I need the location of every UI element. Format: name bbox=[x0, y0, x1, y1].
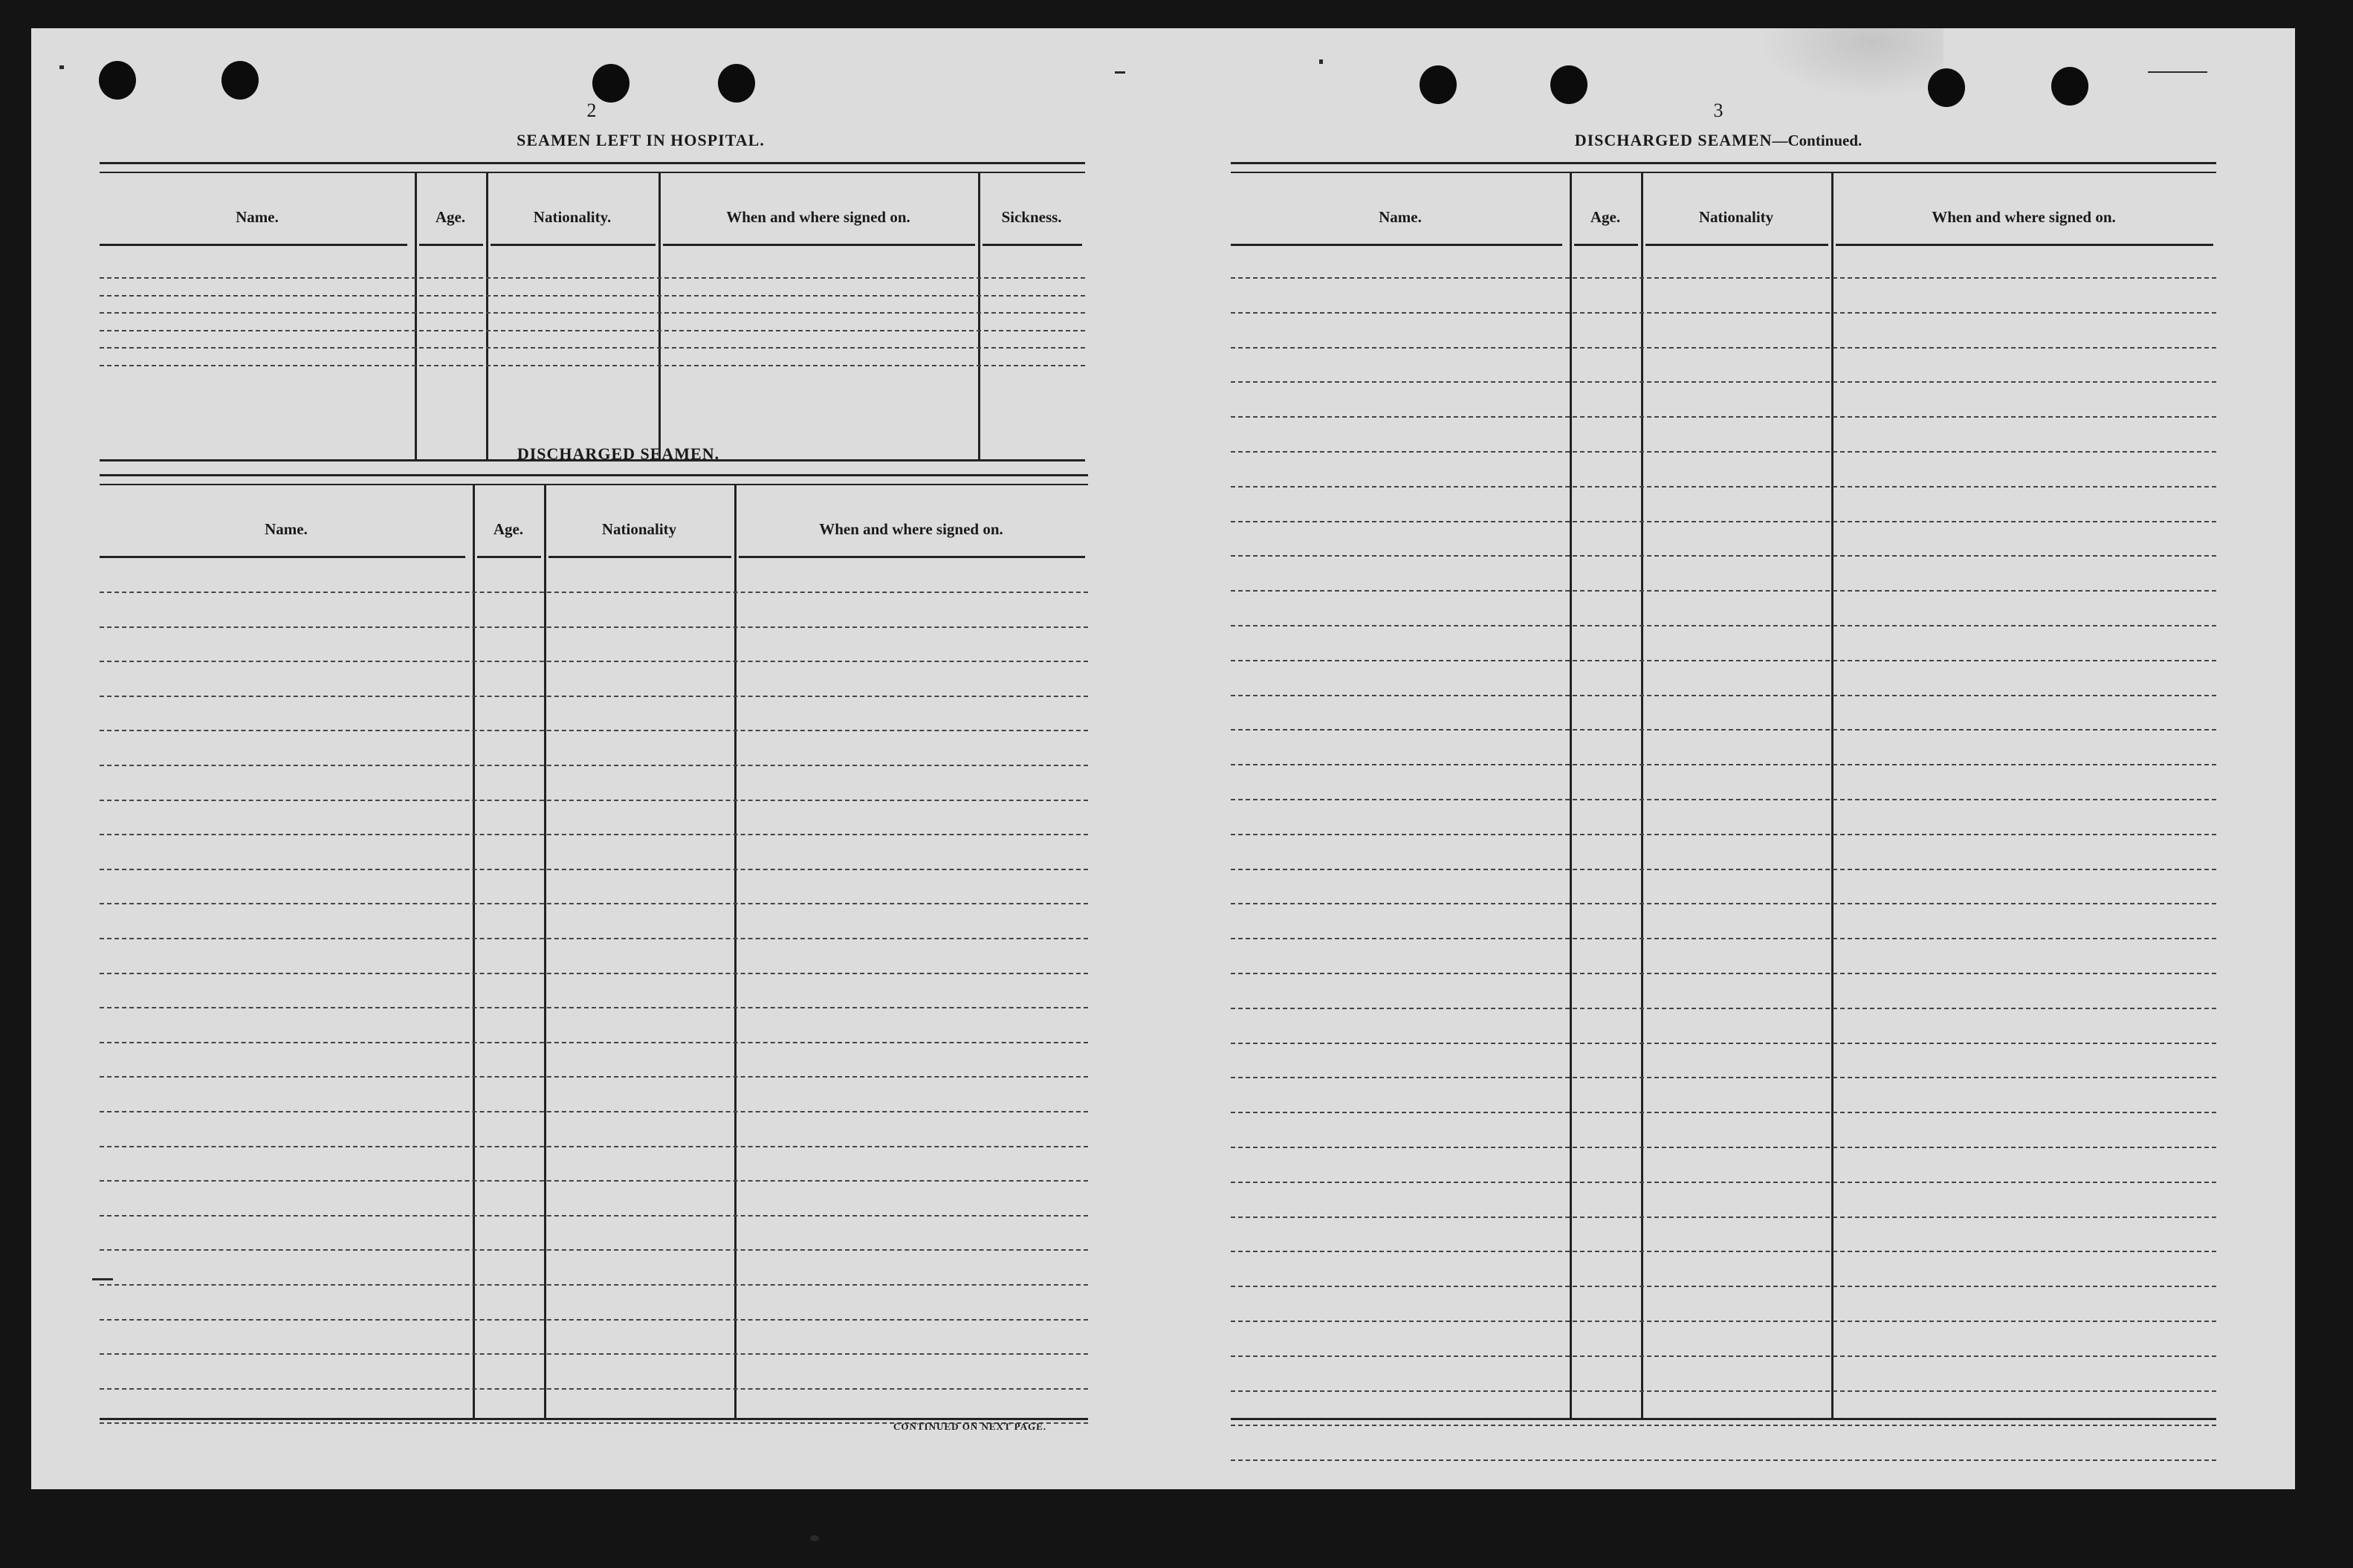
double-rule bbox=[100, 162, 1085, 173]
blank-entry-row bbox=[1231, 625, 2216, 626]
column-divider bbox=[978, 172, 980, 459]
column-header: Name. bbox=[265, 520, 308, 538]
continued-note: CONTINUED ON NEXT PAGE. bbox=[893, 1421, 1046, 1432]
blank-entry-row bbox=[100, 1076, 1088, 1078]
blank-entry-row bbox=[1231, 729, 2216, 730]
blank-entry-row bbox=[1231, 381, 2216, 383]
blank-entry-row bbox=[1231, 695, 2216, 696]
blank-entry-row bbox=[1231, 1147, 2216, 1148]
blank-entry-row bbox=[100, 1353, 1088, 1355]
blank-entry-row bbox=[1231, 660, 2216, 661]
double-rule bbox=[1231, 162, 2216, 173]
column-header: Age. bbox=[493, 520, 524, 538]
column-header: Nationality bbox=[1698, 208, 1774, 226]
header-underline bbox=[1836, 244, 2213, 246]
page-number: 3 bbox=[1713, 100, 1724, 121]
blank-entry-row bbox=[100, 973, 1088, 974]
blank-entry-row bbox=[100, 365, 1085, 366]
column-header: Nationality. bbox=[533, 208, 612, 226]
continued-section-title bbox=[1473, 131, 1964, 150]
header-underline bbox=[548, 556, 731, 558]
column-divider bbox=[486, 172, 488, 459]
continued-title-main: DISCHARGED SEAMEN bbox=[1574, 131, 1773, 149]
blank-entry-row bbox=[1231, 521, 2216, 522]
blank-entry-row bbox=[1231, 1355, 2216, 1357]
continued-table bbox=[1231, 162, 2216, 1418]
blank-entry-row bbox=[100, 1146, 1088, 1147]
discharged-section-title: DISCHARGED SEAMEN. bbox=[517, 444, 720, 463]
column-divider bbox=[544, 485, 546, 1418]
blank-entry-row bbox=[100, 661, 1088, 662]
blank-entry-row bbox=[1231, 1112, 2216, 1113]
blank-entry-row bbox=[100, 1215, 1088, 1217]
blank-entry-row bbox=[100, 1284, 1088, 1286]
blank-entry-row bbox=[1231, 1286, 2216, 1287]
blank-entry-row bbox=[100, 869, 1088, 870]
blank-entry-row bbox=[1231, 1008, 2216, 1009]
blank-entry-row bbox=[100, 1111, 1088, 1112]
column-header: When and where signed on. bbox=[819, 520, 1003, 538]
header-underline bbox=[100, 556, 465, 558]
column-divider bbox=[734, 485, 737, 1418]
blank-entry-row bbox=[100, 277, 1085, 279]
blank-entry-row bbox=[1231, 1077, 2216, 1078]
blank-entry-row bbox=[1231, 277, 2216, 279]
blank-entry-row bbox=[1231, 1321, 2216, 1322]
header-underline bbox=[1231, 244, 1562, 246]
header-underline bbox=[419, 244, 483, 246]
header-underline bbox=[1574, 244, 1638, 246]
column-header: Age. bbox=[435, 208, 466, 226]
header-underline bbox=[663, 244, 975, 246]
blank-entry-row bbox=[100, 1042, 1088, 1043]
header-underline bbox=[491, 244, 656, 246]
column-header: Age. bbox=[1590, 208, 1621, 226]
column-divider bbox=[1641, 172, 1643, 1418]
ink-speck bbox=[810, 1535, 819, 1541]
blank-entry-row bbox=[1231, 555, 2216, 557]
blank-entry-row bbox=[1231, 869, 2216, 870]
header-underline bbox=[1645, 244, 1828, 246]
column-divider bbox=[415, 172, 417, 459]
blank-entry-row bbox=[100, 1319, 1088, 1321]
double-rule bbox=[100, 474, 1088, 485]
blank-entry-row bbox=[1231, 764, 2216, 765]
bottom-rule bbox=[1231, 1418, 2216, 1420]
blank-entry-row bbox=[100, 1007, 1088, 1008]
left-page bbox=[31, 28, 1153, 1489]
blank-entry-row bbox=[1231, 312, 2216, 314]
blank-entry-row bbox=[100, 347, 1085, 349]
hospital-section-title: SEAMEN LEFT IN HOSPITAL. bbox=[517, 131, 765, 149]
blank-entry-row bbox=[100, 626, 1088, 628]
blank-entry-row bbox=[100, 800, 1088, 801]
blank-entry-row bbox=[100, 1249, 1088, 1251]
blank-entry-row bbox=[100, 696, 1088, 697]
blank-entry-row bbox=[1231, 973, 2216, 974]
blank-entry-row bbox=[1231, 416, 2216, 418]
blank-entry-row bbox=[100, 295, 1085, 297]
header-underline bbox=[739, 556, 1085, 558]
blank-entry-row bbox=[1231, 1460, 2216, 1461]
header-underline bbox=[100, 244, 407, 246]
column-divider bbox=[1831, 172, 1833, 1418]
blank-entry-row bbox=[1231, 938, 2216, 939]
blank-entry-row bbox=[1231, 486, 2216, 487]
blank-entry-row bbox=[100, 765, 1088, 766]
column-divider bbox=[1570, 172, 1572, 1418]
blank-entry-row bbox=[100, 312, 1085, 314]
column-header: When and where signed on. bbox=[726, 208, 910, 226]
blank-entry-row bbox=[1231, 1251, 2216, 1252]
column-header: Sickness. bbox=[1001, 208, 1062, 226]
blank-entry-row bbox=[1231, 347, 2216, 349]
blank-entry-row bbox=[100, 592, 1088, 593]
blank-entry-row bbox=[1231, 1217, 2216, 1218]
blank-entry-row bbox=[1231, 834, 2216, 835]
column-header: Nationality bbox=[601, 520, 677, 538]
blank-entry-row bbox=[100, 903, 1088, 904]
hospital-table bbox=[100, 162, 1085, 459]
blank-entry-row bbox=[1231, 799, 2216, 800]
blank-entry-row bbox=[100, 330, 1085, 331]
blank-entry-row bbox=[100, 938, 1088, 939]
blank-entry-row bbox=[1231, 903, 2216, 904]
column-header: Name. bbox=[1379, 208, 1422, 226]
column-header: When and where signed on. bbox=[1932, 208, 2116, 226]
right-page bbox=[1153, 28, 2295, 1489]
blank-entry-row bbox=[100, 834, 1088, 835]
blank-entry-row bbox=[1231, 1390, 2216, 1392]
blank-entry-row bbox=[1231, 1182, 2216, 1183]
column-divider bbox=[658, 172, 661, 459]
page-number: 2 bbox=[586, 100, 597, 121]
header-underline bbox=[477, 556, 541, 558]
header-underline bbox=[983, 244, 1082, 246]
continued-title-suffix: —Continued. bbox=[1772, 132, 1862, 149]
column-header: Name. bbox=[236, 208, 279, 226]
blank-entry-row bbox=[100, 1388, 1088, 1390]
blank-entry-row bbox=[1231, 590, 2216, 592]
blank-entry-row bbox=[1231, 1043, 2216, 1044]
bottom-rule bbox=[100, 1418, 1088, 1420]
column-divider bbox=[473, 485, 475, 1418]
blank-entry-row bbox=[100, 730, 1088, 731]
blank-entry-row bbox=[1231, 1425, 2216, 1426]
discharged-table bbox=[100, 474, 1088, 1418]
blank-entry-row bbox=[1231, 451, 2216, 453]
blank-entry-row bbox=[100, 1180, 1088, 1182]
